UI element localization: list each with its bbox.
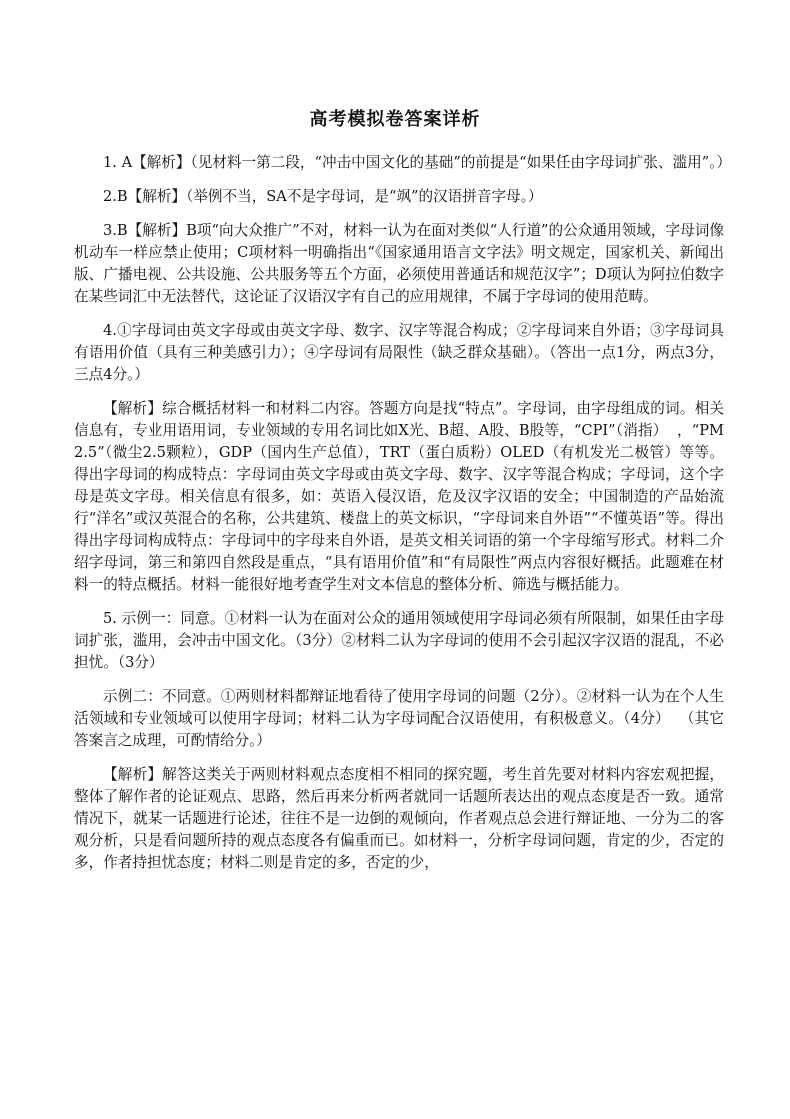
answer-q5-example-1: 5. 示例一：同意。①材料一认为在面对公众的通用领域使用字母词必须有所限制，如果任由字母词扩张，滥用，会冲击中国文化。（3分）②材料二认为字母词的使用不会引起汉字汉语的混乱，不必担忧。（3分） [74, 610, 724, 671]
answer-q2: 2.B【解析】（举例不当，SA不是字母词，是“飒”的汉语拼音字母。） [103, 188, 543, 205]
answer-body [74, 152, 732, 886]
answer-q4: 4.①字母词由英文字母或由英文字母、数字、汉字等混合构成；②字母词来自外语；③字母词具有语用价值（具有三种美感引力）；④字母词有局限性（缺乏群众基础）。（答出一点1分，两点3分，三点4分。） [74, 322, 724, 383]
answer-q1: 1. A【解析】（见材料一第二段，“冲击中国文化的基础”的前提是“如果任由字母词扩张、滥用”。） [103, 154, 732, 171]
analysis-q4: 【解析】综合概括材料一和材料二内容。答题方向是找“特点”。字母词，由字母组成的词。相关信息有，专业用语用词，专业领域的专用名词比如X光、B超、A股、B股等，“CPI”（消指） ，“PM2.5”（微尘2.5颗粒），GDP（国内生产总值），TRT（蛋白质粉）OLED（有机发光二极管）等等。得出字母词的构成特点：字母词由英文字母或由英文字母、数字、汉字等混合构成；字母词，这个字母是英文字母。相关信息有很多，如：英语入侵汉语，危及汉字汉语的安全；中国制造的产品始流行“洋名”或汉英混合的名称，公共建筑、楼盘上的英文标识，“字母词来自外语”“不懂英语”等。得出得出字母词构成特点：字母词中的字母来自外语，是英文相关词语的第一个字母缩写形式。材料二介绍字母词，第三和第四自然段是重点，“具有语用价值”和“有局限性”两点内容很好概括。此题难在材料一的特点概括。材料一能很好地考查学生对文本信息的整体分析、筛选与概括能力。 [74, 400, 724, 593]
page-title: 高考模拟卷答案详析 [309, 109, 481, 130]
answer-q3: 3.B【解析】B项“向大众推广”不对，材料一认为在面对类似“人行道”的公众通用领域，字母词像机动车一样应禁止使用；C项材料一明确指出“《国家通用语言文字法》明文规定，国家机关、新闻出版、广播电视、公共设施、公共服务等五个方面，必须使用普通话和规范汉字”；D项认为阿拉伯数字在某些词汇中无法替代，这论证了汉语汉字有自己的应用规律，不属于字母词的使用范畴。 [74, 222, 724, 305]
answer-q5-example-2: 示例二：不同意。①两则材料都辩证地看待了使用字母词的问题（2分）。②材料一认为在个人生活领域和专业领域可以使用字母词；材料二认为字母词配合汉语使用，有积极意义。（4分） （其它答案言之成理，可酌情给分。） [74, 688, 724, 749]
analysis-q5: 【解析】解答这类关于两则材料观点态度相不相同的探究题，考生首先要对材料内容宏观把握，整体了解作者的论证观点、思路，然后再来分析两者就同一话题所表达出的观点态度是否一致。通常情况下，就某一话题进行论述，往往不是一边倒的观倾向，作者观点总会进行辩证地、一分为二的客观分析，只是看问题所持的观点态度各有偏重而已。如材料一，分析字母词问题，肯定的少，否定的多，作者持担忧态度；材料二则是肯定的多，否定的少， [74, 766, 724, 871]
